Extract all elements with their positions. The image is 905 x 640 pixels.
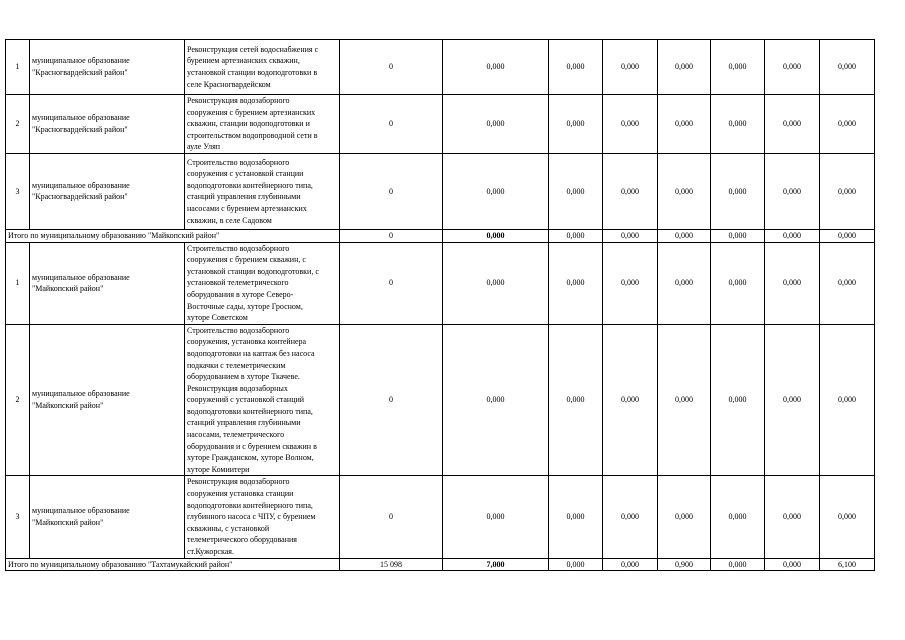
description-line: сооружения, установка контейнера — [187, 337, 307, 347]
municipality-line: "Красногвардейский район" — [32, 192, 128, 202]
row-number: 2 — [6, 95, 30, 154]
value-cell-col-6: 0,000 — [711, 476, 765, 558]
description-line: сооружения с бурением скважин, с — [187, 255, 306, 265]
value-cell-col-8: 0,000 — [820, 242, 875, 324]
municipality-line: "Майкопский район" — [32, 284, 104, 294]
value-cell-col-6: 0,000 — [711, 229, 765, 242]
description-line: ст.Кужорская. — [187, 547, 234, 556]
description-line: строительством водопроводной сети в — [187, 130, 318, 140]
value-cell-col-7: 0,000 — [765, 229, 820, 242]
description-line: подкачки с телеметрическим — [187, 360, 286, 370]
description-line: Реконструкция водозаборного — [187, 477, 290, 487]
municipality-cell — [30, 324, 185, 476]
description-line: хуторе Комиитери — [187, 464, 250, 474]
table-row — [6, 153, 875, 229]
project-description-cell — [185, 476, 340, 558]
value-cell-col-8: 0,000 — [820, 229, 875, 242]
municipality-line: муниципальное образование — [32, 506, 130, 516]
municipality-line: "Красногвардейский район" — [32, 68, 128, 77]
value-cell-col-5: 0,000 — [658, 40, 711, 95]
total-row — [6, 229, 875, 242]
description-line: сооружения с бурением артезианских — [187, 107, 316, 117]
description-line: Восточные сады, хуторе Гросном, — [187, 301, 303, 311]
description-line: сооружений с установкой станций — [187, 395, 305, 405]
project-description-cell — [185, 242, 340, 324]
municipality-line: муниципальное образование — [32, 272, 130, 282]
municipality-line: "Майкопский район" — [32, 401, 104, 411]
table-row — [6, 324, 875, 476]
row-number: 2 — [6, 324, 30, 476]
value-cell-col-5: 0,000 — [658, 153, 711, 229]
description-line: ауле Уляп — [187, 142, 221, 152]
description-line: оборудованием в хуторе Ткачеве. — [187, 372, 300, 382]
municipality-line: муниципальное образование — [32, 113, 130, 123]
value-cell-col-2: 0,000 — [443, 153, 549, 229]
value-cell-col-8: 0,000 — [820, 476, 875, 558]
value-cell-col-1: 0 — [340, 153, 443, 229]
municipality-cell — [30, 95, 185, 154]
value-cell-col-5: 0,000 — [658, 476, 711, 558]
description-line: селе Красногвардейском — [187, 79, 271, 89]
value-cell-col-2: 7,000 — [443, 558, 549, 571]
municipality-line: муниципальное образование — [32, 180, 130, 190]
value-cell-col-2: 0,000 — [443, 242, 549, 324]
value-cell-col-1: 0 — [340, 229, 443, 242]
value-cell-col-7: 0,000 — [765, 476, 820, 558]
value-cell-col-6: 0,000 — [711, 242, 765, 324]
value-cell-col-7: 0,000 — [765, 558, 820, 571]
value-cell-col-2: 0,000 — [443, 324, 549, 476]
municipality-cell — [30, 153, 185, 229]
municipality-cell — [30, 476, 185, 558]
description-line: насосами, телеметрического — [187, 430, 285, 440]
value-cell-col-3: 0,000 — [549, 324, 603, 476]
value-cell-col-5: 0,900 — [658, 558, 711, 571]
description-line: Реконструкция сетей водоснабжения с — [187, 44, 319, 54]
value-cell-col-6: 0,000 — [711, 95, 765, 154]
value-cell-col-5: 0,000 — [658, 229, 711, 242]
value-cell-col-5: 0,000 — [658, 242, 711, 324]
description-line: глубинного насоса с ЧПУ, с бурением — [187, 512, 316, 522]
value-cell-col-1: 0 — [340, 40, 443, 95]
description-line: хуторе Гражданском, хуторе Волном, — [187, 453, 314, 463]
value-cell-col-6: 0,000 — [711, 40, 765, 95]
value-cell-col-4: 0,000 — [603, 153, 658, 229]
description-line: сооружения установка станции — [187, 489, 294, 499]
description-line: водоподготовки контейнерного типа, — [187, 180, 313, 190]
value-cell-col-7: 0,000 — [765, 153, 820, 229]
description-line: установкой станции водоподготовки, с — [187, 266, 319, 276]
value-cell-col-8: 6,100 — [820, 558, 875, 571]
value-cell-col-1: 0 — [340, 476, 443, 558]
description-line: скважины, с установкой — [187, 523, 270, 533]
value-cell-col-4: 0,000 — [603, 95, 658, 154]
value-cell-col-6: 0,000 — [711, 558, 765, 571]
value-cell-col-6: 0,000 — [711, 324, 765, 476]
description-line: оборудования в хуторе Северо- — [187, 289, 294, 299]
value-cell-col-7: 0,000 — [765, 95, 820, 154]
municipality-line: муниципальное образование — [32, 56, 130, 66]
value-cell-col-1: 0 — [340, 324, 443, 476]
municipality-cell — [30, 242, 185, 324]
total-label: Итого по муниципальному образованию "Тахтамукайский район" — [6, 558, 340, 571]
project-description-cell — [185, 153, 340, 229]
description-line: станций управления глубинными — [187, 192, 301, 202]
value-cell-col-5: 0,000 — [658, 324, 711, 476]
municipality-line: муниципальное образование — [32, 389, 130, 399]
funding-table — [5, 39, 875, 571]
value-cell-col-8: 0,000 — [820, 324, 875, 476]
description-line: сооружения с установкой станции — [187, 169, 304, 179]
value-cell-col-8: 0,000 — [820, 95, 875, 154]
description-line: водоподготовки контейнерного типа, — [187, 406, 313, 416]
value-cell-col-4: 0,000 — [603, 242, 658, 324]
description-line: хуторе Советском — [187, 313, 248, 323]
value-cell-col-2: 0,000 — [443, 229, 549, 242]
table-body — [6, 40, 875, 571]
row-number: 1 — [6, 40, 30, 95]
value-cell-col-4: 0,000 — [603, 229, 658, 242]
description-line: бурением артезианских скважин, — [187, 56, 300, 66]
value-cell-col-5: 0,000 — [658, 95, 711, 154]
description-line: оборудования и с бурением скважин в — [187, 441, 317, 451]
description-line: скважин, станции водоподготовки и — [187, 119, 310, 129]
value-cell-col-4: 0,000 — [603, 558, 658, 571]
value-cell-col-3: 0,000 — [549, 242, 603, 324]
row-number: 3 — [6, 476, 30, 558]
project-description-cell — [185, 95, 340, 154]
description-line: установкой телеметрического — [187, 278, 289, 288]
municipality-line: "Майкопский район" — [32, 518, 104, 528]
table-row — [6, 476, 875, 558]
value-cell-col-3: 0,000 — [549, 95, 603, 154]
value-cell-col-8: 0,000 — [820, 40, 875, 95]
value-cell-col-6: 0,000 — [711, 153, 765, 229]
value-cell-col-2: 0,000 — [443, 476, 549, 558]
description-line: Строительство водозаборного — [187, 157, 290, 167]
value-cell-col-1: 0 — [340, 242, 443, 324]
description-line: станций управления глубинными — [187, 418, 301, 428]
table-row — [6, 40, 875, 95]
value-cell-col-2: 0,000 — [443, 40, 549, 95]
value-cell-col-1: 0 — [340, 95, 443, 154]
value-cell-col-3: 0,000 — [549, 229, 603, 242]
value-cell-col-7: 0,000 — [765, 242, 820, 324]
description-line: скважин, в селе Садовом — [187, 215, 272, 225]
value-cell-col-3: 0,000 — [549, 40, 603, 95]
value-cell-col-7: 0,000 — [765, 324, 820, 476]
description-line: Строительство водозаборного — [187, 325, 290, 335]
value-cell-col-7: 0,000 — [765, 40, 820, 95]
municipality-cell — [30, 40, 185, 95]
total-label: Итого по муниципальному образованию "Майкопский район" — [6, 229, 340, 242]
description-line: установкой станции водоподготовки в — [187, 68, 318, 77]
table-row — [6, 95, 875, 154]
value-cell-col-3: 0,000 — [549, 558, 603, 571]
value-cell-col-3: 0,000 — [549, 153, 603, 229]
description-line: Реконструкция водозаборных — [187, 383, 288, 393]
description-line: водоподготовки контейнерного типа, — [187, 500, 313, 510]
value-cell-col-4: 0,000 — [603, 476, 658, 558]
description-line: телеметрического оборудования — [187, 535, 297, 545]
table-row — [6, 242, 875, 324]
value-cell-col-1: 15 098 — [340, 558, 443, 571]
description-line: Реконструкция водозаборного — [187, 96, 290, 105]
row-number: 1 — [6, 242, 30, 324]
municipality-line: "Красногвардейский район" — [32, 124, 128, 134]
project-description-cell — [185, 40, 340, 95]
description-line: водоподготовки на каптаж без насоса — [187, 348, 315, 358]
value-cell-col-8: 0,000 — [820, 153, 875, 229]
value-cell-col-4: 0,000 — [603, 40, 658, 95]
description-line: насосами с бурением артезианских — [187, 204, 307, 214]
row-number: 3 — [6, 153, 30, 229]
value-cell-col-4: 0,000 — [603, 324, 658, 476]
value-cell-col-3: 0,000 — [549, 476, 603, 558]
description-line: Строительство водозаборного — [187, 243, 290, 253]
project-description-cell — [185, 324, 340, 476]
total-row — [6, 558, 875, 571]
value-cell-col-2: 0,000 — [443, 95, 549, 154]
